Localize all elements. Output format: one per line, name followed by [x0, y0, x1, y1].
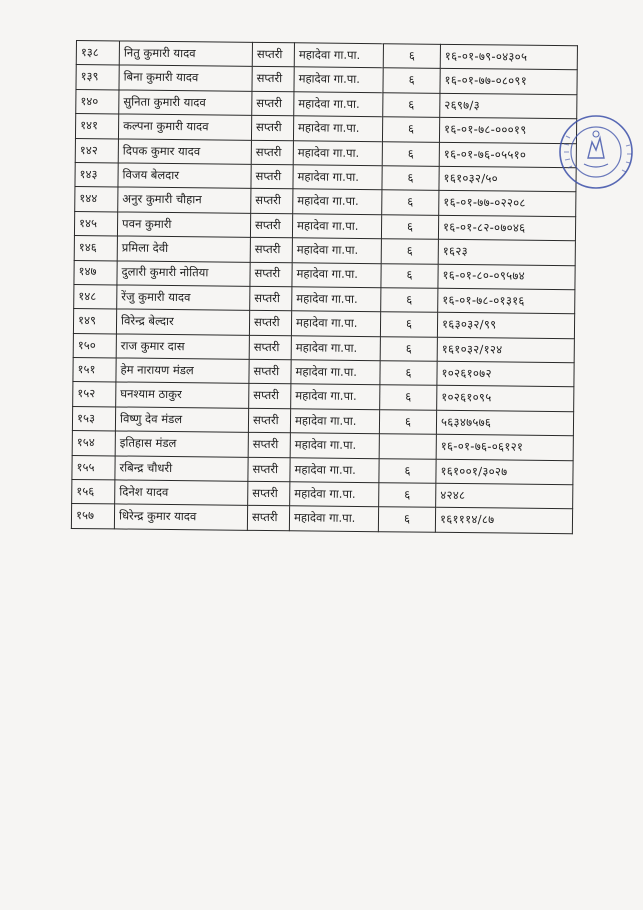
- municipality-cell: महादेवा गा.पा.: [291, 311, 380, 336]
- id-number-cell: १६-०१-७६-०६१२१: [436, 435, 573, 461]
- municipality-cell: महादेवा गा.पा.: [293, 189, 382, 214]
- district-cell: सप्तरी: [251, 189, 293, 214]
- id-number-cell: १६१००१/३०२७: [436, 459, 573, 485]
- district-cell: सप्तरी: [248, 457, 290, 482]
- name-cell: हेम नारायण मंडल: [116, 358, 249, 384]
- name-cell: बिना कुमारी यादव: [119, 65, 252, 91]
- name-cell: कल्पना कुमारी यादव: [118, 114, 251, 140]
- serial-number-cell: १३९: [76, 65, 119, 90]
- ward-cell: ६: [383, 92, 440, 117]
- ward-cell: ६: [380, 336, 437, 361]
- ward-cell: ६: [379, 410, 436, 435]
- id-number-cell: १६-०१-८२-०७०४६: [438, 215, 575, 241]
- municipality-cell: महादेवा गा.पा.: [291, 384, 380, 409]
- id-number-cell: १६१०३२/५०: [439, 166, 576, 192]
- id-number-cell: १६-०१-८०-०९५७४: [438, 264, 575, 290]
- name-cell: घनश्याम ठाकुर: [116, 382, 249, 408]
- ward-cell: [379, 434, 436, 459]
- ward-cell: ६: [378, 507, 435, 532]
- district-cell: सप्तरी: [249, 311, 291, 336]
- beneficiary-table: [71, 40, 578, 534]
- serial-number-cell: १४९: [73, 309, 116, 334]
- district-cell: सप्तरी: [250, 262, 292, 287]
- municipality-cell: महादेवा गा.पा.: [291, 360, 380, 385]
- serial-number-cell: १५३: [72, 406, 115, 431]
- ward-cell: ६: [383, 44, 440, 69]
- district-cell: सप्तरी: [249, 335, 291, 360]
- id-number-cell: १६१०३२/१२४: [437, 337, 574, 363]
- ward-cell: ६: [379, 483, 436, 508]
- ward-cell: ६: [382, 166, 439, 191]
- table-body: [71, 41, 577, 534]
- name-cell: दिपक कुमार यादव: [118, 139, 251, 165]
- district-cell: सप्तरी: [248, 433, 290, 458]
- ward-cell: ६: [382, 141, 439, 166]
- serial-number-cell: १४१: [75, 114, 118, 139]
- name-cell: सुनिता कुमारी यादव: [119, 90, 252, 116]
- serial-number-cell: १४४: [75, 187, 118, 212]
- municipality-cell: महादेवा गा.पा.: [292, 214, 381, 239]
- serial-number-cell: १५१: [73, 358, 116, 383]
- municipality-cell: महादेवा गा.पा.: [290, 409, 379, 434]
- name-cell: धिरेन्द्र कुमार यादव: [114, 504, 247, 530]
- municipality-cell: महादेवा गा.पा.: [290, 457, 379, 482]
- district-cell: सप्तरी: [252, 91, 294, 116]
- municipality-cell: महादेवा गा.पा.: [292, 262, 381, 287]
- id-number-cell: १६-०१-७९-०४३०५: [440, 44, 577, 70]
- serial-number-cell: १४०: [76, 89, 119, 114]
- serial-number-cell: १४८: [74, 284, 117, 309]
- name-cell: विरेन्द्र बेल्दार: [116, 309, 249, 335]
- id-number-cell: १६-०१-७८-०१३१६: [438, 288, 575, 314]
- name-cell: इतिहास मंडल: [115, 431, 248, 457]
- municipality-cell: महादेवा गा.पा.: [292, 238, 381, 263]
- serial-number-cell: १४५: [74, 211, 117, 236]
- serial-number-cell: १४६: [74, 236, 117, 261]
- ward-cell: ६: [383, 68, 440, 93]
- serial-number-cell: १४३: [75, 162, 118, 187]
- serial-number-cell: १५६: [72, 480, 115, 505]
- name-cell: दिनेश यादव: [115, 480, 248, 506]
- name-cell: दुलारी कुमारी नोतिया: [117, 260, 250, 286]
- serial-number-cell: १५७: [71, 504, 114, 529]
- ward-cell: ६: [381, 239, 438, 264]
- id-number-cell: १०२६१०७२: [437, 361, 574, 387]
- name-cell: पवन कुमारी: [117, 212, 250, 238]
- id-number-cell: २६९७/३: [440, 93, 577, 119]
- name-cell: रबिन्द्र चौधरी: [115, 456, 248, 482]
- district-cell: सप्तरी: [250, 286, 292, 311]
- id-number-cell: ४२४८: [436, 483, 573, 509]
- ward-cell: ६: [379, 458, 436, 483]
- district-cell: सप्तरी: [251, 164, 293, 189]
- serial-number-cell: १३८: [76, 41, 119, 66]
- ward-cell: ६: [381, 263, 438, 288]
- id-number-cell: १६-०१-७८-०००१९: [439, 117, 576, 143]
- municipality-cell: महादेवा गा.पा.: [294, 92, 383, 117]
- name-cell: अनुर कुमारी चौहान: [118, 187, 251, 213]
- serial-number-cell: १५५: [72, 455, 115, 480]
- id-number-cell: १०२६१०९५: [437, 386, 574, 412]
- office-seal: [556, 112, 636, 192]
- id-number-cell: १६-०१-७७-०८०९१: [440, 69, 577, 95]
- ward-cell: ६: [381, 214, 438, 239]
- district-cell: सप्तरी: [250, 237, 292, 262]
- serial-number-cell: १५४: [72, 431, 115, 456]
- district-cell: सप्तरी: [250, 213, 292, 238]
- id-number-cell: १६२३: [438, 239, 575, 265]
- table-row: [71, 504, 572, 534]
- municipality-cell: महादेवा गा.पा.: [293, 165, 382, 190]
- serial-number-cell: १४७: [74, 260, 117, 285]
- district-cell: सप्तरी: [248, 481, 290, 506]
- district-cell: सप्तरी: [251, 140, 293, 165]
- municipality-cell: महादेवा गा.पा.: [292, 287, 381, 312]
- district-cell: सप्तरी: [251, 116, 293, 141]
- ward-cell: ६: [380, 361, 437, 386]
- municipality-cell: महादेवा गा.पा.: [291, 335, 380, 360]
- municipality-cell: महादेवा गा.पा.: [294, 43, 383, 68]
- id-number-cell: १६१११४/८७: [435, 508, 572, 534]
- id-number-cell: १६-०१-७७-०२२०८: [439, 191, 576, 217]
- name-cell: प्रमिला देवी: [117, 236, 250, 262]
- ward-cell: ६: [381, 288, 438, 313]
- serial-number-cell: १४२: [75, 138, 118, 163]
- office-seal-graphic: [556, 112, 636, 192]
- name-cell: रेंजु कुमारी यादव: [117, 285, 250, 311]
- district-cell: सप्तरी: [249, 384, 291, 409]
- district-cell: सप्तरी: [252, 42, 294, 67]
- id-number-cell: १६३०३२/९९: [437, 313, 574, 339]
- district-cell: सप्तरी: [249, 359, 291, 384]
- municipality-cell: महादेवा गा.पा.: [293, 140, 382, 165]
- ward-cell: ६: [382, 190, 439, 215]
- ward-cell: ६: [380, 385, 437, 410]
- municipality-cell: महादेवा गा.पा.: [294, 67, 383, 92]
- district-cell: सप्तरी: [248, 408, 290, 433]
- name-cell: विजय बेलदार: [118, 163, 251, 189]
- ward-cell: ६: [382, 117, 439, 142]
- district-cell: सप्तरी: [247, 506, 289, 531]
- id-number-cell: ५६३४७५७६: [436, 410, 573, 436]
- serial-number-cell: १५०: [73, 333, 116, 358]
- district-cell: सप्तरी: [252, 67, 294, 92]
- serial-number-cell: १५२: [73, 382, 116, 407]
- name-cell: राज कुमार दास: [116, 334, 249, 360]
- municipality-cell: महादेवा गा.पा.: [290, 482, 379, 507]
- id-number-cell: १६-०१-७६-०५५१०: [439, 142, 576, 168]
- municipality-cell: महादेवा गा.पा.: [290, 433, 379, 458]
- ward-cell: ६: [380, 312, 437, 337]
- name-cell: विष्णु देव मंडल: [115, 407, 248, 433]
- name-cell: नितु कुमारी यादव: [119, 41, 252, 67]
- municipality-cell: महादेवा गा.पा.: [289, 506, 378, 531]
- municipality-cell: महादेवा गा.पा.: [293, 116, 382, 141]
